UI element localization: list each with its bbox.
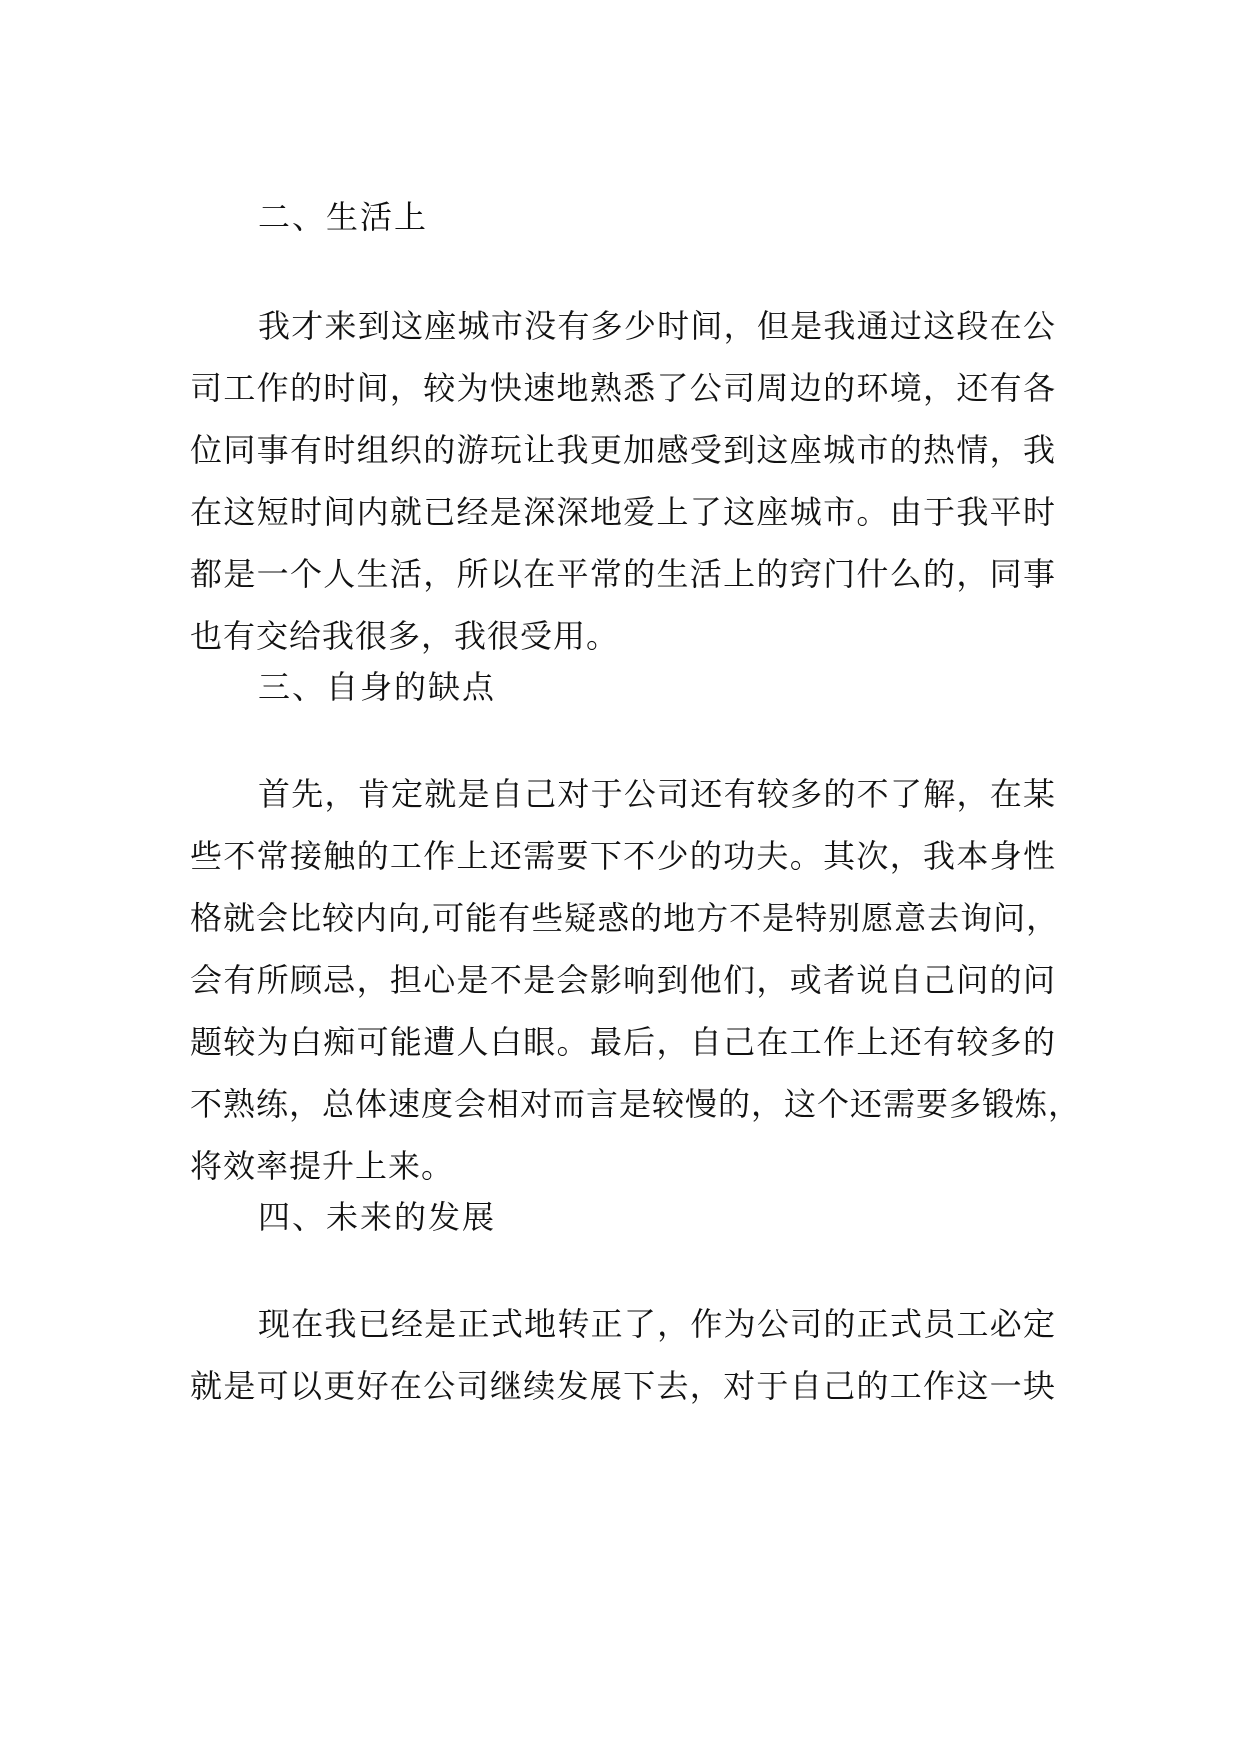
paragraph-future <box>190 1293 1056 1417</box>
paragraph-line: 将效率提升上来。 <box>190 1147 455 1185</box>
paragraph-line: 位同事有时组织的游玩让我更加感受到这座城市的热情，我 <box>190 431 1056 469</box>
paragraph-line: 我才来到这座城市没有多少时间，但是我通过这段在公 <box>258 307 1056 345</box>
paragraph-line: 现在我已经是正式地转正了，作为公司的正式员工必定 <box>258 1305 1056 1343</box>
paragraph-line: 会有所顾忌，担心是不是会影响到他们，或者说自己问的问 <box>190 961 1056 999</box>
paragraph-line: 在这短时间内就已经是深深地爱上了这座城市。由于我平时 <box>190 493 1056 531</box>
paragraph-life <box>190 295 1056 667</box>
paragraph-line: 首先，肯定就是自己对于公司还有较多的不了解，在某 <box>258 775 1056 813</box>
section-heading-future: 四、未来的发展 <box>258 1198 497 1236</box>
paragraph-shortcomings <box>190 763 1082 1197</box>
paragraph-line: 也有交给我很多，我很受用。 <box>190 617 620 655</box>
paragraph-line: 都是一个人生活，所以在平常的生活上的窍门什么的，同事 <box>190 555 1056 593</box>
section-heading-life: 二、生活上 <box>258 198 429 236</box>
paragraph-line: 不熟练，总体速度会相对而言是较慢的，这个还需要多锻炼， <box>190 1085 1082 1123</box>
paragraph-line: 格就会比较内向,可能有些疑惑的地方不是特别愿意去询问， <box>190 899 1060 937</box>
paragraph-line: 题较为白痴可能遭人白眼。最后，自己在工作上还有较多的 <box>190 1023 1056 1061</box>
paragraph-line: 些不常接触的工作上还需要下不少的功夫。其次，我本身性 <box>190 837 1056 875</box>
paragraph-line: 司工作的时间，较为快速地熟悉了公司周边的环境，还有各 <box>190 369 1056 407</box>
paragraph-line: 就是可以更好在公司继续发展下去，对于自己的工作这一块 <box>190 1367 1056 1405</box>
section-heading-shortcomings: 三、自身的缺点 <box>258 668 497 706</box>
